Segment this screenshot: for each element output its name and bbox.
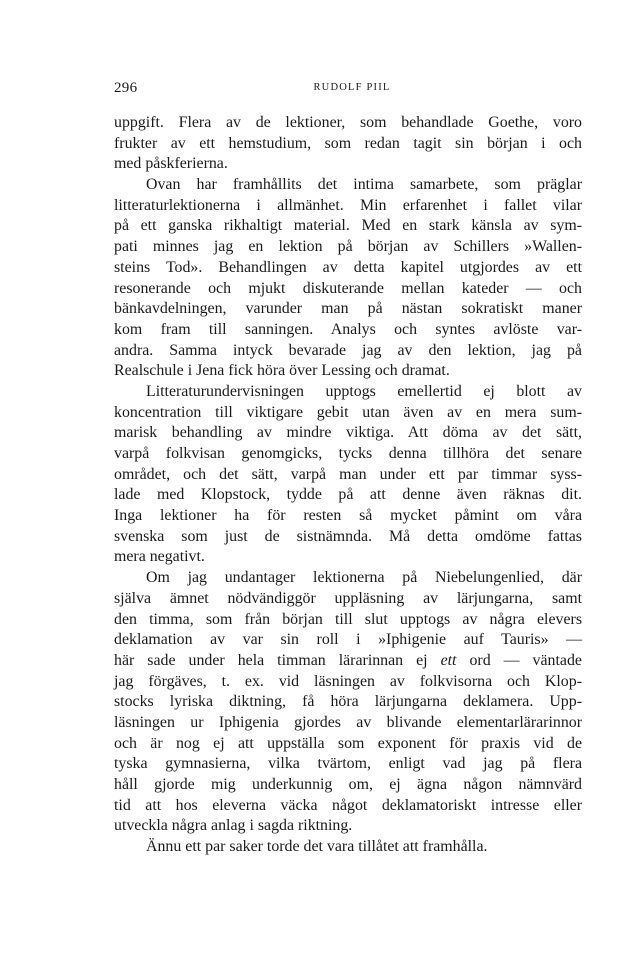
text-line: Inga lektioner ha för resten så mycket påmint om våra: [114, 507, 582, 525]
text-line: den timma, som från början till slut upptogs av några elevers: [114, 610, 582, 628]
text-line: pati minnes jag en lektion på början av Schillers »Wallen-: [114, 238, 582, 256]
text-line: själva ämnet nödvändiggör uppläsning av lärjungarna, samt: [114, 589, 582, 607]
text-line: deklamation av var sin roll i »Iphigenie auf Tauris» —: [114, 631, 582, 649]
text-line: och är nog ej att uppställa som exponent för praxis vid de: [114, 734, 582, 752]
text-line: Ännu ett par saker torde det vara tillåtet att framhålla.: [146, 838, 488, 856]
text-line: steins Tod». Behandlingen av detta kapitel utgjordes av ett: [114, 258, 582, 276]
text-line: mera negativt.: [114, 548, 205, 566]
text-line: på ett ganska rikhaltigt material. Med en stark känsla av sym-: [114, 217, 582, 235]
text-line: svenska som just de sistnämnda. Må detta omdöme fattas: [114, 527, 582, 545]
text-line: frukter av ett hemstudium, som redan tagit sin början i och: [114, 134, 582, 152]
text-line: tyska gymnasierna, vilka tvärtom, enligt vad jag på flera: [114, 755, 582, 773]
text-line: lade med Klopstock, tydde på att denne även räknas dit.: [114, 486, 582, 504]
text-segment: här sade under hela timman lärarinnan ej: [114, 651, 428, 669]
text-line: litteraturlektionerna i allmänhet. Min erfarenhet i fallet vilar: [114, 196, 582, 214]
text-line: andra. Samma intyck bevarade jag av den lektion, jag på: [114, 341, 582, 359]
running-head: RUDOLF PIIL: [313, 82, 391, 93]
text-line: med påskferierna.: [114, 155, 228, 173]
text-line: koncentration till viktigare gebit utan även av en mera sum-: [114, 403, 582, 421]
text-segment: ord — väntade: [469, 651, 582, 669]
text-line: området, och det sätt, varpå man under ett par timmar syss-: [114, 465, 582, 483]
text-line: varpå folkvisan genomgicks, tycks denna tillhöra det senare: [114, 445, 582, 462]
text-line: marisk behandling av mindre viktiga. Att döma av det sätt,: [114, 424, 582, 442]
text-line: tid att hos eleverna väcka något deklamatoriskt intresse eller: [114, 796, 582, 814]
text-line: uppgift. Flera av de lektioner, som behandlade Goethe, voro: [114, 114, 582, 131]
page-number: 296: [114, 80, 138, 96]
text-line: bänkavdelningen, varunder man på nästan sokratiskt maner: [114, 300, 582, 318]
text-line: Realschule i Jena fick höra över Lessing och dramat.: [114, 362, 450, 380]
emphasized-word: ett: [440, 651, 457, 669]
text-line: Om jag undantager lektionerna på Niebelungenlied, där: [146, 569, 582, 587]
text-line: stocks lyriska diktning, få höra lärjungarna deklamera. Upp-: [114, 693, 582, 711]
text-line: Litteraturundervisningen upptogs emellertid ej blott av: [146, 382, 582, 400]
text-line: resonerande och mjukt diskuterande mellan kateder — och: [114, 279, 582, 297]
text-line-with-emphasis: [114, 651, 582, 672]
text-line: jag förgäves, t. ex. vid läsningen av folkvisorna och Klop-: [114, 672, 582, 690]
body-text: [114, 113, 582, 858]
text-line: kom fram till sanningen. Analys och syntes avlöste var-: [114, 320, 582, 338]
page-header: [114, 80, 582, 100]
text-line: utveckla några anlag i sagda riktning.: [114, 817, 353, 835]
text-line: läsningen ur Iphigenia gjordes av blivande elementarlärarinnor: [114, 713, 582, 731]
text-line: Ovan har framhållits det intima samarbete, som präglar: [146, 176, 582, 194]
text-line: håll gjorde mig underkunnig om, ej ägna någon nämnvärd: [114, 776, 582, 793]
